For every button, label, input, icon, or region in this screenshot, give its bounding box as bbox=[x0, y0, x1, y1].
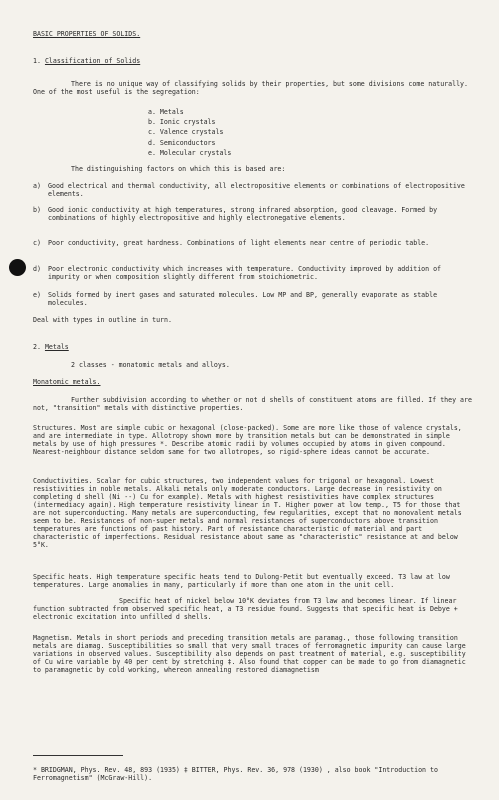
specific-heats-text: High temperature specific heats tend to Dulong-Petit but eventually exceed. T3 law at low temperatures. Large anomalies in many, particularly if more than one atom in the unit cell. bbox=[33, 573, 450, 589]
structures-text: Most are simple cubic or hexagonal (close-packed). Some are more like those of valence crystals, and are intermediate in type. Allotropy shown more by transition metals but can be demonstrated in simple metals by use of high pressures *. Describe atomic radii by volumes occupied by atoms in given compound. Nearest-neighbour distance seldom same for two allotropes, so rigid-sphere ideas cannot be accurate. bbox=[33, 424, 462, 456]
factors-intro: The distinguishing factors on which this is based are: bbox=[71, 165, 286, 173]
class-item: e. Molecular crystals bbox=[148, 148, 232, 157]
factor-label: e) bbox=[33, 291, 41, 299]
monatomic-heading: Monatomic metals. bbox=[33, 378, 101, 386]
specific-heats-label: Specific heats. bbox=[33, 573, 93, 581]
subdivision-paragraph: Further subdivision according to whether or not d shells of constituent atoms are filled. If they are not, "transition" metals with distinctive properties. bbox=[33, 396, 472, 412]
factor-text: Good ionic conductivity at high temperatures, strong infrared absorption, good cleavage. Formed by combinations of highly electropositive and highly electronegative elements. bbox=[48, 206, 438, 222]
factor-text: Poor conductivity, great hardness. Combinations of light elements near centre of periodic table. bbox=[48, 239, 430, 247]
class-item: c. Valence crystals bbox=[148, 128, 224, 137]
factor-text: Poor electronic conductivity which increases with temperature. Conductivity improved by addition of impurity or when composition slightly different from stoichiometric. bbox=[48, 265, 442, 281]
section-title: Classification of Solids bbox=[44, 57, 141, 65]
structures-paragraph bbox=[33, 424, 473, 456]
section-1-heading bbox=[33, 57, 140, 65]
section-title: Metals bbox=[44, 343, 69, 351]
class-item: b. Ionic crystals bbox=[148, 118, 216, 127]
conductivities-paragraph-2: High temperature resistivity linear in T. Higher power at low temp., T5 for those that are not superconducting. Many metals are superconducting, few regularities, except that no monovalent metals seem to be. Resistances of non-super metals and normal resistances of superconductors above transition temperatures are functions of past history. Part of resistance characteristic of material and part characteristic of imperfections. Residual resistance about same as "characteristic" resistance at and below 5°K. bbox=[33, 501, 462, 549]
footnote-divider bbox=[33, 755, 123, 756]
magnetism-label: Magnetism. bbox=[33, 634, 73, 642]
deal-line: Deal with types in outline in turn. bbox=[33, 316, 172, 324]
conductivities-text: Scalar for cubic structures, two independent values for trigonal or hexagonal. Lowest resistivities in noble metals. Alkali metals only moderate conductors. Large decrease in resistivity on completing d shell (Ni --) Cu for example). Metals with highest resistivities have complex structures (intermediacy again). bbox=[33, 477, 442, 509]
specific-heats-paragraph-2: Specific heat of nickel below 10°K deviates from T3 law and becomes linear. If linear function subtracted from observed specific heat, a T3 residue found. Suggests that specific heat is Debye + electronic excitation into unfilled d shells. bbox=[33, 597, 458, 621]
factor-label: a) bbox=[33, 182, 41, 190]
class-item: d. Semiconductors bbox=[148, 138, 216, 147]
magnetism-paragraph bbox=[33, 634, 473, 674]
intro-paragraph: There is no unique way of classifying solids by their properties, but some divisions come naturally. One of the most useful is the segregation: bbox=[33, 80, 468, 96]
factor-label: b) bbox=[33, 206, 41, 214]
two-classes-line: 2 classes - monatomic metals and alloys. bbox=[71, 361, 230, 369]
factor-label: c) bbox=[33, 239, 41, 247]
specific-heats-paragraph bbox=[33, 573, 473, 589]
magnetism-text: Metals in short periods and preceding transition metals are paramag., those following transition metals are diamag. Susceptibilities so small that very small traces of ferromagnetic impurity can cause large variations in observed values. Susceptibility also depends on past treatment of material, e.g. susceptibility of Cu wire variable by 40 per cent by stretching ‡. Also found that copper can be made to go from diamagnetic to paramagnetic by cold working, whereon annealing restored diamagnetism bbox=[33, 634, 466, 674]
conductivities-label: Conductivities. bbox=[33, 477, 93, 485]
factor-text: Good electrical and thermal conductivity, all electropositive elements or combinations of electropositive elements. bbox=[48, 182, 465, 198]
structures-label: Structures. bbox=[33, 424, 77, 432]
section-number: 1. bbox=[33, 57, 41, 65]
classes-list bbox=[148, 107, 231, 158]
factor-text: Solids formed by inert gases and saturated molecules. Low MP and BP, generally evaporate as stable molecules. bbox=[48, 291, 438, 307]
class-item: a. Metals bbox=[148, 108, 184, 116]
footnote: * BRIDGMAN, Phys. Rev. 48, 893 (1935) ‡ BITTER, Phys. Rev. 36, 978 (1930) , also book "Introduction to Ferromagnetism" (McGraw-Hill). bbox=[33, 766, 438, 782]
factor-label: d) bbox=[33, 265, 41, 273]
page-heading: BASIC PROPERTIES OF SOLIDS. bbox=[33, 30, 141, 38]
section-2-heading bbox=[33, 343, 69, 351]
section-number: 2. bbox=[33, 343, 41, 351]
hole-punch-mark bbox=[9, 259, 26, 276]
